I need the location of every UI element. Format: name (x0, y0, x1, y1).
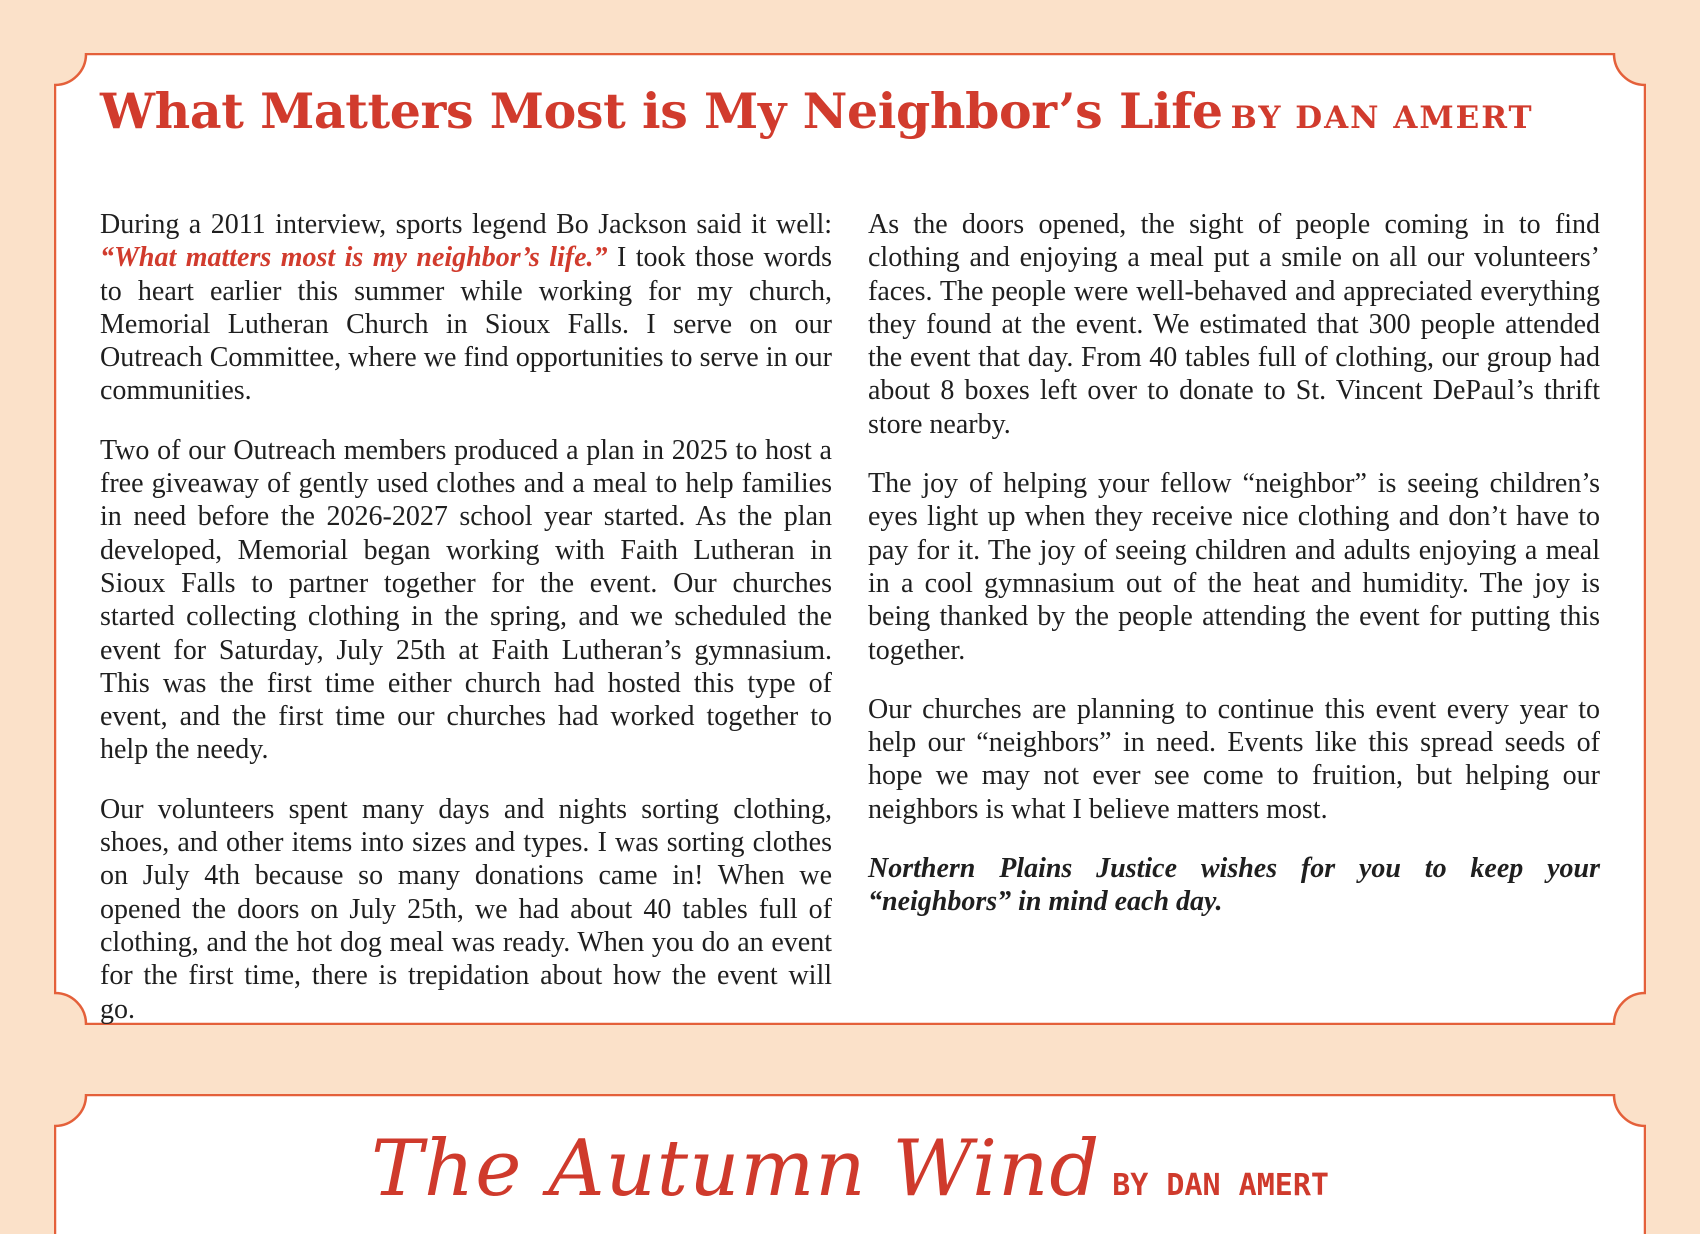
closing-statement: Northern Plains Justice wishes for you to keep your “neighbors” in mind each day. (868, 853, 1600, 918)
article-byline: BY DAN AMERT (1230, 100, 1534, 136)
paragraph-text: During a 2011 interview, sports legend Bo Jackson said it well: (100, 209, 832, 240)
article-card (54, 53, 1646, 1025)
paragraph-text: I took those words to heart earlier this summer while working for my church, Memorial Lutheran Church in Sioux Falls. I serve on our Outreach Committee, where we find opportunities to serve in our communities. (100, 242, 832, 407)
paragraph: Our volunteers spent many days and nights sorting clothing, shoes, and other items into sizes and types. I was sorting clothes on July 4th because so many donations came in! When we opened the doors on July 25th, we had about 40 tables full of clothing, and the hot dog meal was ready. When you do an event for the first time, there is trepidation about how the event will go. (100, 793, 832, 1025)
article-headline (100, 82, 1600, 140)
paragraph: As the doors opened, the sight of people coming in to find clothing and enjoying a meal put a smile on all our volunteers’ faces. The people were well-behaved and appreciated everything they found at the event. We estimated that 300 people attended the event that day. From 40 tables full of clothing, our group had about 8 boxes left over to donate to St. Vincent DePaul’s thrift store nearby. (868, 209, 1600, 440)
right-column (868, 208, 1600, 1052)
article-title: What Matters Most is My Neighbor’s Life (100, 82, 1223, 140)
next-article-title: The Autumn Wind (370, 1124, 1101, 1214)
next-article-byline: BY DAN AMERT (1112, 1168, 1329, 1203)
paragraph: The joy of helping your fellow “neighbor” is seeing children’s eyes light up when they receive nice clothing and don’t have to pay for it. The joy of seeing children and adults enjoying a meal in a cool gymnasium out of the heat and humidity. The joy is being thanked by the people attending the event for putting this together. (868, 468, 1600, 666)
left-column (100, 208, 832, 1052)
next-article-headline (54, 1124, 1646, 1214)
bo-jackson-quote: “What matters most is my neighbor’s life.” (100, 242, 608, 274)
paragraph: Two of our Outreach members produced a plan in 2025 to host a free giveaway of gently used clothes and a meal to help families in need before the 2026-2027 school year started. As the plan developed, Memorial began working with Faith Lutheran in Sioux Falls to partner together for the event. Our churches started collecting clothing in the spring, and we scheduled the event for Saturday, July 25th at Faith Lutheran’s gymnasium. This was the first time either church had hosted this type of event, and the first time our churches had worked together to help the needy. (100, 434, 832, 766)
paragraph (100, 208, 832, 408)
paragraph: Our churches are planning to continue this event every year to help our “neighbors” in need. Events like this spread seeds of hope we may not ever see come to fruition, but helping our neighbors is what I believe matters most. (868, 693, 1600, 825)
next-article-card (54, 1094, 1646, 1234)
article-columns (100, 208, 1600, 1052)
